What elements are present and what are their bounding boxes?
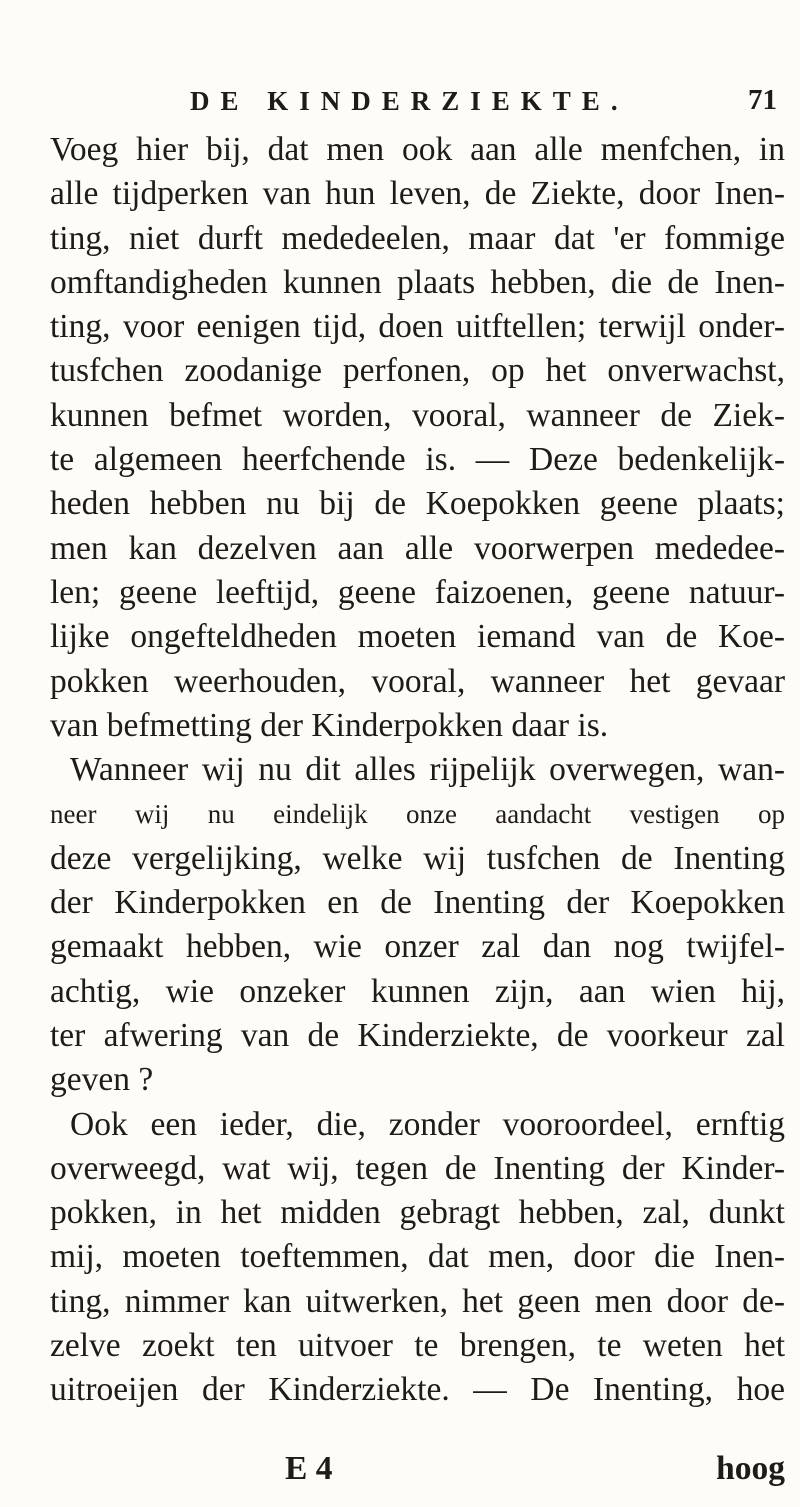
text-line: deze vergelijking, welke wij tusfchen de Inenting bbox=[50, 839, 785, 877]
text-line: gemaakt hebben, wie onzer zal dan nog twijfel- bbox=[50, 928, 785, 966]
text-line: zelve zoekt ten uitvoer te brengen, te weten het bbox=[50, 1327, 785, 1365]
text-line: overweegd, wat wij, tegen de Inenting der Kinder- bbox=[50, 1149, 785, 1187]
catchword: hoog bbox=[716, 1450, 785, 1487]
text-line: ting, nimmer kan uitwerken, het geen men door de- bbox=[50, 1282, 785, 1320]
text-line: lijke ongefteldheden moeten iemand van de Koe- bbox=[50, 618, 785, 656]
text-line: Voeg hier bij, dat men ook aan alle menfchen, in bbox=[50, 131, 785, 168]
text-line: achtig, wie onzeker kunnen zijn, aan wien hij, bbox=[50, 972, 785, 1010]
body-text bbox=[50, 128, 785, 1413]
signature-mark: E 4 bbox=[285, 1450, 333, 1487]
text-line: men kan dezelven aan alle voorwerpen mededee- bbox=[50, 529, 785, 567]
text-line: te algemeen heerfchende is. — Deze bedenkelijk- bbox=[50, 441, 785, 479]
text-line: mij, moeten toeftemmen, dat men, door die Inen- bbox=[50, 1238, 785, 1276]
text-line: van befmetting der Kinderpokken daar is. bbox=[50, 706, 609, 744]
running-title: DE KINDERZIEKTE. bbox=[190, 86, 629, 116]
text-line: Ook een ieder, die, zonder vooroordeel, ernftig bbox=[70, 1105, 785, 1143]
text-line: pokken weerhouden, vooral, wanneer het gevaar bbox=[50, 662, 785, 700]
text-line: Wanneer wij nu dit alles rijpelijk overwegen, wan- bbox=[70, 751, 785, 789]
text-line: alle tijdperken van hun leven, de Ziekte, door Inen- bbox=[50, 175, 785, 213]
page-number: 71 bbox=[748, 84, 777, 116]
text-line: omftandigheden kunnen plaats hebben, die de Inen- bbox=[50, 263, 785, 301]
text-line: kunnen befmet worden, vooral, wanneer de Ziek- bbox=[50, 396, 785, 434]
text-line: uitroeijen der Kinderziekte. — De Inenting, hoe bbox=[50, 1371, 785, 1409]
text-line: ting, voor eenigen tijd, doen uitftellen; terwijl onder- bbox=[50, 308, 785, 346]
page-footer bbox=[50, 1450, 785, 1494]
text-line: heden hebben nu bij de Koepokken geene plaats; bbox=[50, 485, 785, 523]
text-line: len; geene leeftijd, geene faizoenen, geene natuur- bbox=[50, 573, 785, 611]
text-line: pokken, in het midden gebragt hebben, zal, dunkt bbox=[50, 1194, 785, 1232]
text-line: ter afwering van de Kinderziekte, de voorkeur zal bbox=[50, 1016, 785, 1054]
text-line: tusfchen zoodanige perfonen, op het onverwachst, bbox=[50, 352, 785, 390]
text-line: der Kinderpokken en de Inenting der Koepokken bbox=[50, 884, 785, 922]
text-line: geven ? bbox=[50, 1061, 154, 1099]
text-line: neer wij nu eindelijk onze aandacht vestigen op bbox=[50, 799, 785, 830]
text-line: ting, niet durft mededeelen, maar dat 'er fommige bbox=[50, 219, 785, 257]
